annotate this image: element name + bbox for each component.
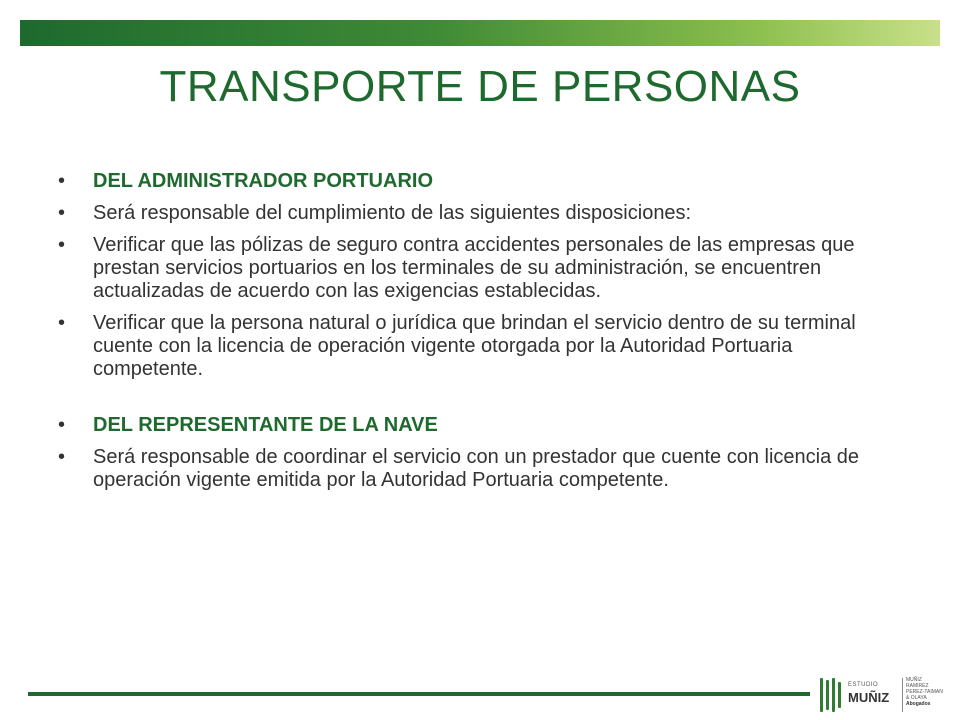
logo-partner-line: MUÑIZ bbox=[906, 677, 922, 683]
bullet-dot: • bbox=[58, 202, 66, 224]
bullet-text: Será responsable del cumplimiento de las siguientes disposiciones: bbox=[93, 202, 692, 224]
bullet-dot: • bbox=[58, 234, 66, 256]
bullet-item bbox=[58, 234, 898, 303]
logo-name: MUÑIZ bbox=[848, 690, 890, 705]
bullet-text: Verificar que las pólizas de seguro contra accidentes personales de las empresas que prestan servicios portuarios en los terminales de su administración, se encuentren actualizadas de acuerdo con las exigencias establecidas. bbox=[93, 234, 855, 302]
bullet-text: Será responsable de coordinar el servicio con un prestador que cuente con licencia de operación vigente emitida por la Autoridad Portuaria competente. bbox=[93, 446, 860, 491]
bullet-dot: • bbox=[58, 312, 66, 334]
bullet-item bbox=[58, 312, 898, 381]
bullet-text: DEL ADMINISTRADOR PORTUARIO bbox=[93, 170, 433, 192]
logo-partner-line: PEREZ-TAIMAN bbox=[906, 689, 943, 695]
logo-partner-line: Abogados bbox=[906, 701, 931, 707]
logo-partner-line: RAMIREZ bbox=[906, 683, 929, 689]
footer-divider bbox=[28, 692, 810, 696]
bullet-text: Verificar que la persona natural o jurídica que brindan el servicio dentro de su terminal cuente con la licencia de operación vigente otorgada por la Autoridad Portuaria competente. bbox=[93, 312, 856, 380]
logo-partners bbox=[906, 677, 950, 707]
bullet-dot: • bbox=[58, 414, 66, 436]
slide-title: TRANSPORTE DE PERSONAS bbox=[159, 62, 801, 111]
bullet-heading-representante bbox=[58, 414, 898, 437]
bullet-item bbox=[58, 202, 898, 225]
logo-partner-line: & OLAYA bbox=[906, 695, 927, 701]
logo-studio-label: ESTUDIO bbox=[848, 682, 879, 688]
company-logo bbox=[820, 668, 950, 716]
bullet-dot: • bbox=[58, 170, 66, 192]
logo-separator bbox=[902, 678, 903, 712]
header-gradient-bar bbox=[20, 20, 940, 46]
bullet-text: DEL REPRESENTANTE DE LA NAVE bbox=[93, 414, 438, 436]
bullet-dot: • bbox=[58, 446, 66, 468]
bullet-list bbox=[58, 170, 898, 492]
bullet-heading-administrador bbox=[58, 170, 898, 193]
logo-mark-icon bbox=[820, 678, 842, 712]
bullet-item bbox=[58, 446, 898, 492]
